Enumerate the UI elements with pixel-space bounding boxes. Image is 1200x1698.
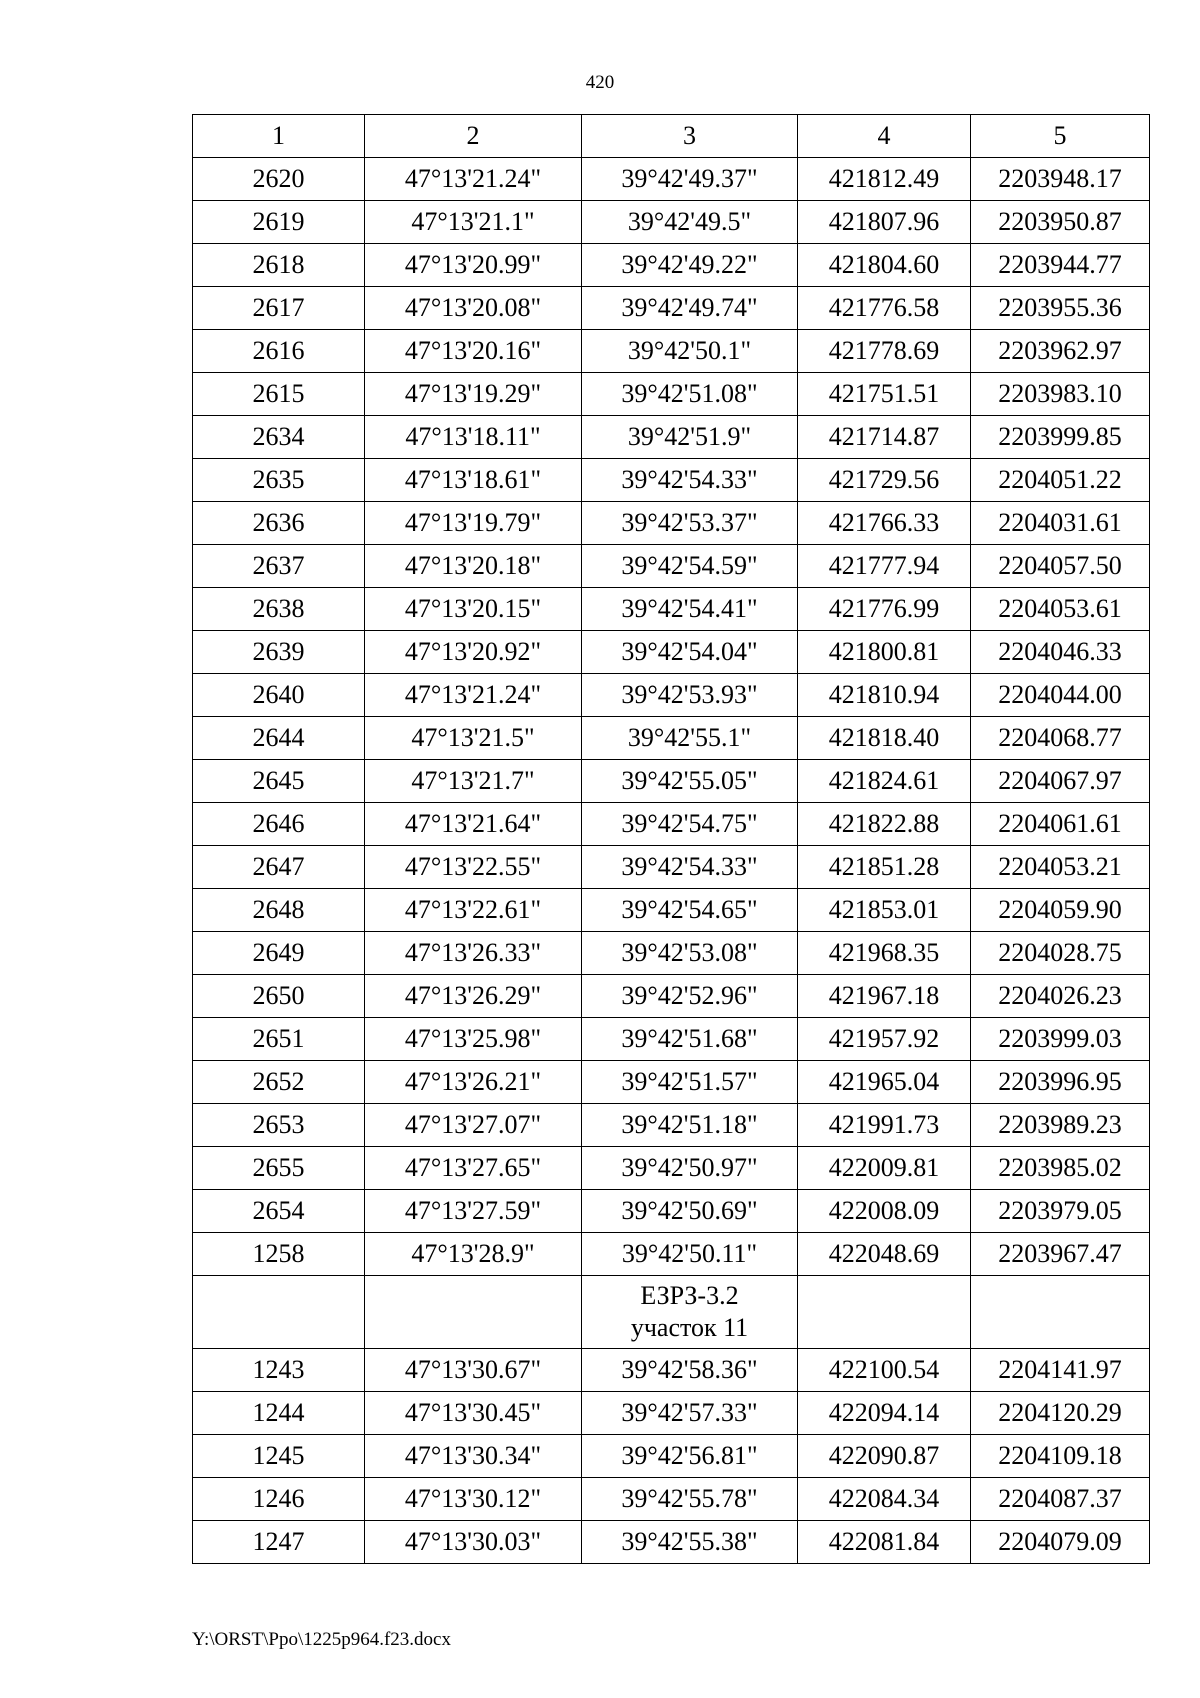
- longitude-cell: 39°42'54.33": [582, 459, 798, 502]
- section-zone-label: ЕЗРЗ-3.2: [640, 1281, 739, 1310]
- latitude-cell: 47°13'26.29": [365, 975, 582, 1018]
- empty-cell: [365, 1276, 582, 1349]
- latitude-cell: 47°13'21.24": [365, 158, 582, 201]
- point-number-cell: 2615: [193, 373, 365, 416]
- y-coordinate-cell: 2204061.61: [971, 803, 1150, 846]
- y-coordinate-cell: 2204059.90: [971, 889, 1150, 932]
- x-coordinate-cell: 422008.09: [798, 1190, 971, 1233]
- table-row: [193, 588, 1150, 631]
- point-number-cell: 1244: [193, 1392, 365, 1435]
- section-plot-label: участок 11: [630, 1313, 749, 1342]
- table-row: [193, 1147, 1150, 1190]
- y-coordinate-cell: 2204141.97: [971, 1349, 1150, 1392]
- y-coordinate-cell: 2203962.97: [971, 330, 1150, 373]
- latitude-cell: 47°13'18.11": [365, 416, 582, 459]
- y-coordinate-cell: 2204057.50: [971, 545, 1150, 588]
- point-number-cell: 2620: [193, 158, 365, 201]
- longitude-cell: 39°42'51.08": [582, 373, 798, 416]
- latitude-cell: 47°13'20.15": [365, 588, 582, 631]
- table-row: [193, 459, 1150, 502]
- page-number: 420: [585, 72, 615, 93]
- point-number-cell: 2636: [193, 502, 365, 545]
- longitude-cell: 39°42'55.38": [582, 1521, 798, 1564]
- latitude-cell: 47°13'26.33": [365, 932, 582, 975]
- table-row: [193, 717, 1150, 760]
- x-coordinate-cell: 421965.04: [798, 1061, 971, 1104]
- longitude-cell: 39°42'55.1": [582, 717, 798, 760]
- point-number-cell: 2638: [193, 588, 365, 631]
- table-row: [193, 1104, 1150, 1147]
- x-coordinate-cell: 421776.58: [798, 287, 971, 330]
- table-row: [193, 545, 1150, 588]
- point-number-cell: 2648: [193, 889, 365, 932]
- y-coordinate-cell: 2203996.95: [971, 1061, 1150, 1104]
- y-coordinate-cell: 2203999.85: [971, 416, 1150, 459]
- point-number-cell: 2646: [193, 803, 365, 846]
- table-row: [193, 889, 1150, 932]
- y-coordinate-cell: 2204026.23: [971, 975, 1150, 1018]
- x-coordinate-cell: 421751.51: [798, 373, 971, 416]
- latitude-cell: 47°13'20.99": [365, 244, 582, 287]
- x-coordinate-cell: 421968.35: [798, 932, 971, 975]
- empty-cell: [193, 1276, 365, 1349]
- x-coordinate-cell: 421824.61: [798, 760, 971, 803]
- y-coordinate-cell: 2204068.77: [971, 717, 1150, 760]
- longitude-cell: 39°42'49.22": [582, 244, 798, 287]
- table-row: [193, 373, 1150, 416]
- point-number-cell: 2650: [193, 975, 365, 1018]
- section-row: [193, 1276, 1150, 1349]
- longitude-cell: 39°42'57.33": [582, 1392, 798, 1435]
- latitude-cell: 47°13'28.9": [365, 1233, 582, 1276]
- longitude-cell: 39°42'58.36": [582, 1349, 798, 1392]
- longitude-cell: 39°42'50.69": [582, 1190, 798, 1233]
- latitude-cell: 47°13'22.61": [365, 889, 582, 932]
- x-coordinate-cell: 421967.18: [798, 975, 971, 1018]
- x-coordinate-cell: 422009.81: [798, 1147, 971, 1190]
- table-row: [193, 760, 1150, 803]
- point-number-cell: 1246: [193, 1478, 365, 1521]
- point-number-cell: 2639: [193, 631, 365, 674]
- latitude-cell: 47°13'30.12": [365, 1478, 582, 1521]
- latitude-cell: 47°13'30.34": [365, 1435, 582, 1478]
- table-row: [193, 932, 1150, 975]
- latitude-cell: 47°13'21.64": [365, 803, 582, 846]
- empty-cell: [971, 1276, 1150, 1349]
- point-number-cell: 1258: [193, 1233, 365, 1276]
- y-coordinate-cell: 2204044.00: [971, 674, 1150, 717]
- point-number-cell: 2651: [193, 1018, 365, 1061]
- x-coordinate-cell: 421957.92: [798, 1018, 971, 1061]
- x-coordinate-cell: 421766.33: [798, 502, 971, 545]
- y-coordinate-cell: 2204031.61: [971, 502, 1150, 545]
- point-number-cell: 2655: [193, 1147, 365, 1190]
- table-row: [193, 416, 1150, 459]
- table-row: [193, 674, 1150, 717]
- x-coordinate-cell: 422048.69: [798, 1233, 971, 1276]
- latitude-cell: 47°13'21.5": [365, 717, 582, 760]
- point-number-cell: 2637: [193, 545, 365, 588]
- x-coordinate-cell: 422084.34: [798, 1478, 971, 1521]
- latitude-cell: 47°13'27.65": [365, 1147, 582, 1190]
- latitude-cell: 47°13'30.03": [365, 1521, 582, 1564]
- x-coordinate-cell: 421810.94: [798, 674, 971, 717]
- x-coordinate-cell: 421807.96: [798, 201, 971, 244]
- table-row: [193, 287, 1150, 330]
- y-coordinate-cell: 2204046.33: [971, 631, 1150, 674]
- longitude-cell: 39°42'49.74": [582, 287, 798, 330]
- longitude-cell: 39°42'51.57": [582, 1061, 798, 1104]
- longitude-cell: 39°42'50.1": [582, 330, 798, 373]
- latitude-cell: 47°13'30.67": [365, 1349, 582, 1392]
- y-coordinate-cell: 2204120.29: [971, 1392, 1150, 1435]
- latitude-cell: 47°13'21.24": [365, 674, 582, 717]
- point-number-cell: 2649: [193, 932, 365, 975]
- y-coordinate-cell: 2204053.61: [971, 588, 1150, 631]
- table-row: [193, 975, 1150, 1018]
- x-coordinate-cell: 421853.01: [798, 889, 971, 932]
- longitude-cell: 39°42'54.33": [582, 846, 798, 889]
- x-coordinate-cell: 421991.73: [798, 1104, 971, 1147]
- x-coordinate-cell: 421778.69: [798, 330, 971, 373]
- table-row: [193, 1521, 1150, 1564]
- latitude-cell: 47°13'20.18": [365, 545, 582, 588]
- y-coordinate-cell: 2203944.77: [971, 244, 1150, 287]
- longitude-cell: 39°42'54.65": [582, 889, 798, 932]
- y-coordinate-cell: 2204051.22: [971, 459, 1150, 502]
- footer-file-path: Y:\ORST\Ppo\1225p964.f23.docx: [192, 1629, 451, 1650]
- empty-cell: [798, 1276, 971, 1349]
- y-coordinate-cell: 2204053.21: [971, 846, 1150, 889]
- x-coordinate-cell: 421729.56: [798, 459, 971, 502]
- point-number-cell: 2619: [193, 201, 365, 244]
- y-coordinate-cell: 2203948.17: [971, 158, 1150, 201]
- point-number-cell: 2645: [193, 760, 365, 803]
- point-number-cell: 1243: [193, 1349, 365, 1392]
- latitude-cell: 47°13'25.98": [365, 1018, 582, 1061]
- y-coordinate-cell: 2203967.47: [971, 1233, 1150, 1276]
- point-number-cell: 2635: [193, 459, 365, 502]
- latitude-cell: 47°13'20.92": [365, 631, 582, 674]
- latitude-cell: 47°13'22.55": [365, 846, 582, 889]
- table-row: [193, 1349, 1150, 1392]
- header-cell-col-4: 4: [798, 115, 971, 158]
- header-cell-col-2: 2: [365, 115, 582, 158]
- latitude-cell: 47°13'27.07": [365, 1104, 582, 1147]
- latitude-cell: 47°13'21.1": [365, 201, 582, 244]
- longitude-cell: 39°42'55.78": [582, 1478, 798, 1521]
- x-coordinate-cell: 422081.84: [798, 1521, 971, 1564]
- longitude-cell: 39°42'49.5": [582, 201, 798, 244]
- table-row: [193, 1061, 1150, 1104]
- y-coordinate-cell: 2204028.75: [971, 932, 1150, 975]
- section-title-cell: [582, 1276, 798, 1349]
- table-row: [193, 158, 1150, 201]
- point-number-cell: 1245: [193, 1435, 365, 1478]
- x-coordinate-cell: 422094.14: [798, 1392, 971, 1435]
- x-coordinate-cell: 421851.28: [798, 846, 971, 889]
- latitude-cell: 47°13'21.7": [365, 760, 582, 803]
- y-coordinate-cell: 2203989.23: [971, 1104, 1150, 1147]
- latitude-cell: 47°13'20.16": [365, 330, 582, 373]
- point-number-cell: 2616: [193, 330, 365, 373]
- point-number-cell: 2618: [193, 244, 365, 287]
- y-coordinate-cell: 2203985.02: [971, 1147, 1150, 1190]
- table-header-row: [193, 115, 1150, 158]
- longitude-cell: 39°42'54.75": [582, 803, 798, 846]
- longitude-cell: 39°42'56.81": [582, 1435, 798, 1478]
- table-row: [193, 201, 1150, 244]
- latitude-cell: 47°13'18.61": [365, 459, 582, 502]
- table-row: [193, 1392, 1150, 1435]
- x-coordinate-cell: 421818.40: [798, 717, 971, 760]
- table-row: [193, 502, 1150, 545]
- table-row: [193, 330, 1150, 373]
- table-row: [193, 244, 1150, 287]
- table-row: [193, 1018, 1150, 1061]
- table-body: [193, 115, 1150, 1564]
- point-number-cell: 1247: [193, 1521, 365, 1564]
- header-cell-col-3: 3: [582, 115, 798, 158]
- longitude-cell: 39°42'50.11": [582, 1233, 798, 1276]
- longitude-cell: 39°42'55.05": [582, 760, 798, 803]
- point-number-cell: 2653: [193, 1104, 365, 1147]
- y-coordinate-cell: 2203999.03: [971, 1018, 1150, 1061]
- latitude-cell: 47°13'19.29": [365, 373, 582, 416]
- longitude-cell: 39°42'52.96": [582, 975, 798, 1018]
- latitude-cell: 47°13'30.45": [365, 1392, 582, 1435]
- y-coordinate-cell: 2203983.10: [971, 373, 1150, 416]
- x-coordinate-cell: 421804.60: [798, 244, 971, 287]
- point-number-cell: 2647: [193, 846, 365, 889]
- header-cell-col-5: 5: [971, 115, 1150, 158]
- latitude-cell: 47°13'19.79": [365, 502, 582, 545]
- longitude-cell: 39°42'51.18": [582, 1104, 798, 1147]
- x-coordinate-cell: 421822.88: [798, 803, 971, 846]
- point-number-cell: 2644: [193, 717, 365, 760]
- longitude-cell: 39°42'51.9": [582, 416, 798, 459]
- point-number-cell: 2654: [193, 1190, 365, 1233]
- y-coordinate-cell: 2204087.37: [971, 1478, 1150, 1521]
- point-number-cell: 2640: [193, 674, 365, 717]
- x-coordinate-cell: 421776.99: [798, 588, 971, 631]
- table-row: [193, 631, 1150, 674]
- y-coordinate-cell: 2204079.09: [971, 1521, 1150, 1564]
- point-number-cell: 2652: [193, 1061, 365, 1104]
- x-coordinate-cell: 422090.87: [798, 1435, 971, 1478]
- x-coordinate-cell: 421714.87: [798, 416, 971, 459]
- point-number-cell: 2634: [193, 416, 365, 459]
- longitude-cell: 39°42'54.41": [582, 588, 798, 631]
- table-row: [193, 1478, 1150, 1521]
- latitude-cell: 47°13'27.59": [365, 1190, 582, 1233]
- table-row: [193, 846, 1150, 889]
- longitude-cell: 39°42'53.37": [582, 502, 798, 545]
- x-coordinate-cell: 421812.49: [798, 158, 971, 201]
- latitude-cell: 47°13'26.21": [365, 1061, 582, 1104]
- longitude-cell: 39°42'53.93": [582, 674, 798, 717]
- table-row: [193, 803, 1150, 846]
- x-coordinate-cell: 422100.54: [798, 1349, 971, 1392]
- longitude-cell: 39°42'49.37": [582, 158, 798, 201]
- y-coordinate-cell: 2203950.87: [971, 201, 1150, 244]
- latitude-cell: 47°13'20.08": [365, 287, 582, 330]
- longitude-cell: 39°42'53.08": [582, 932, 798, 975]
- longitude-cell: 39°42'54.59": [582, 545, 798, 588]
- y-coordinate-cell: 2203955.36: [971, 287, 1150, 330]
- longitude-cell: 39°42'51.68": [582, 1018, 798, 1061]
- table-row: [193, 1233, 1150, 1276]
- longitude-cell: 39°42'50.97": [582, 1147, 798, 1190]
- x-coordinate-cell: 421777.94: [798, 545, 971, 588]
- x-coordinate-cell: 421800.81: [798, 631, 971, 674]
- y-coordinate-cell: 2204067.97: [971, 760, 1150, 803]
- y-coordinate-cell: 2204109.18: [971, 1435, 1150, 1478]
- point-number-cell: 2617: [193, 287, 365, 330]
- longitude-cell: 39°42'54.04": [582, 631, 798, 674]
- header-cell-col-1: 1: [193, 115, 365, 158]
- table-row: [193, 1190, 1150, 1233]
- coordinates-table: [192, 114, 1150, 1564]
- table-row: [193, 1435, 1150, 1478]
- y-coordinate-cell: 2203979.05: [971, 1190, 1150, 1233]
